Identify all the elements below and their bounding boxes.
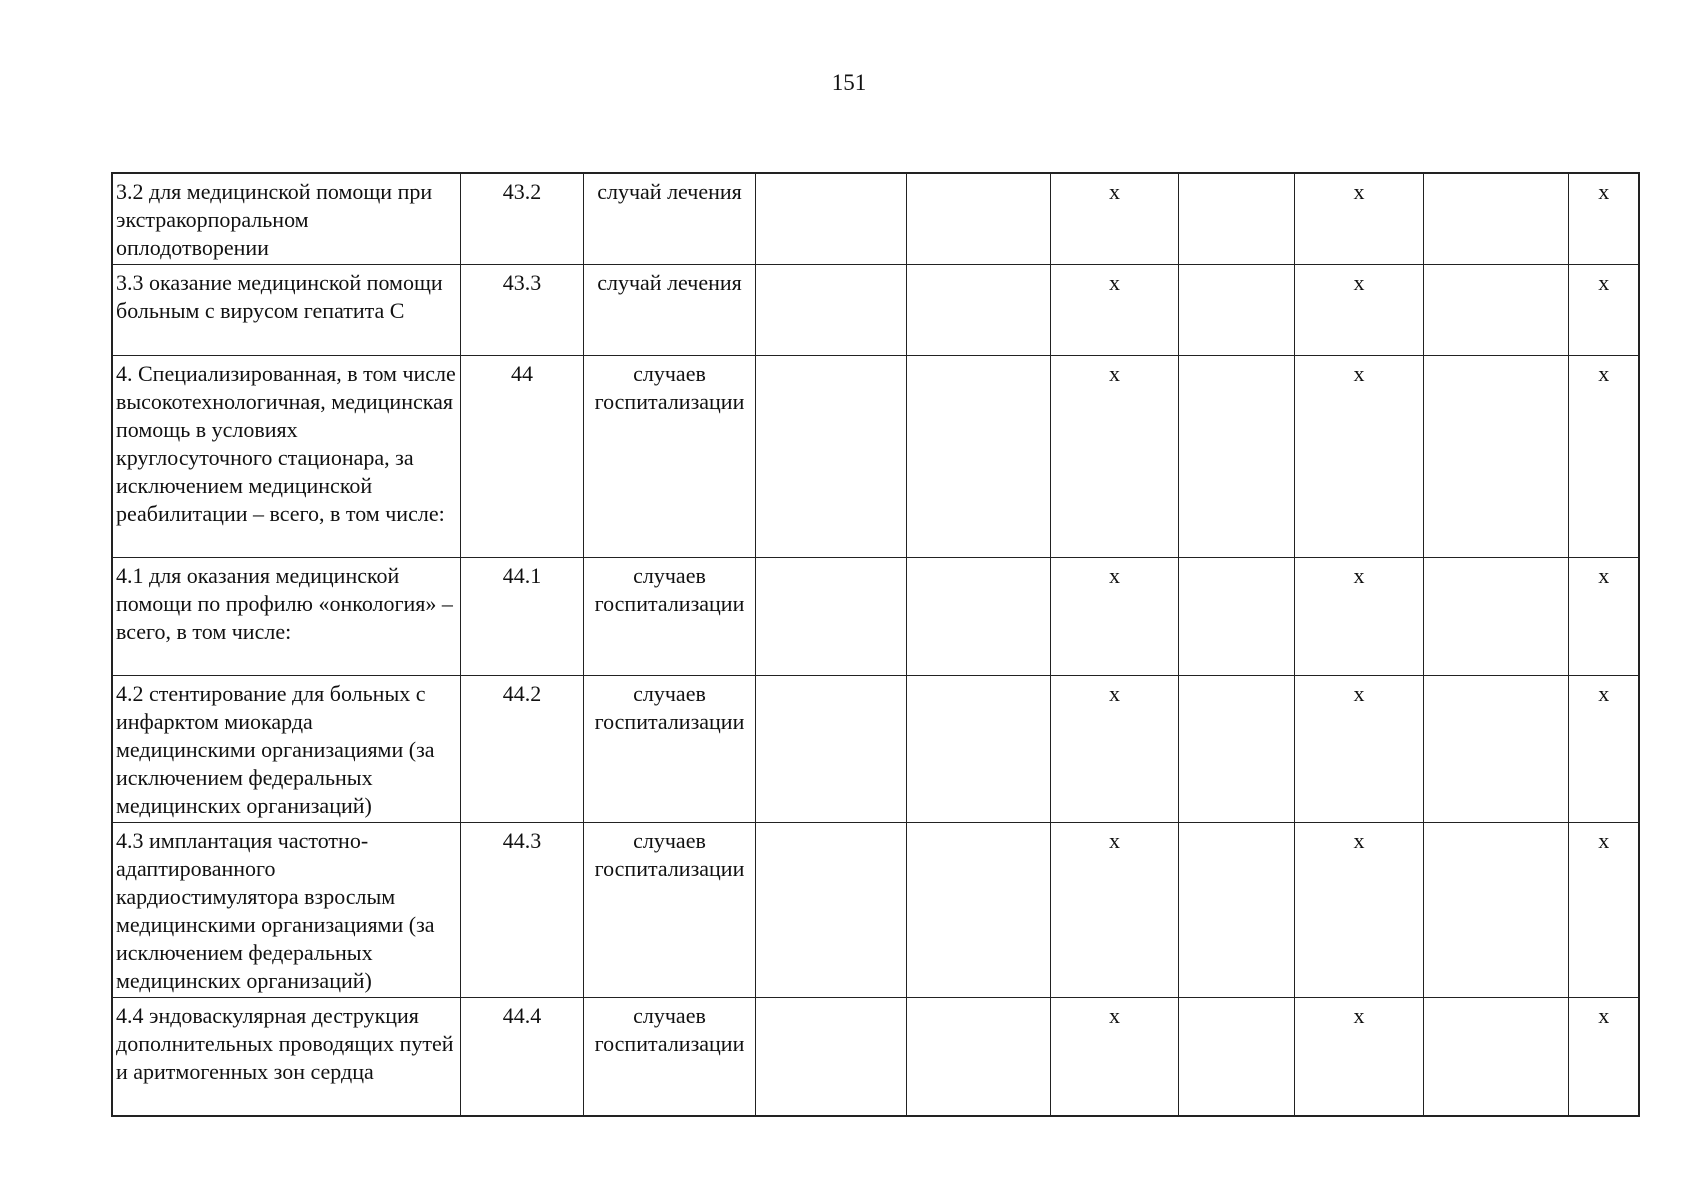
empty-cell	[1423, 265, 1568, 356]
table-row	[112, 265, 1639, 356]
row-unit-cell: случаев госпитализации	[583, 823, 755, 998]
mark-cell: х	[1294, 998, 1423, 1116]
empty-cell	[1178, 356, 1294, 558]
row-code-cell: 44.2	[460, 676, 583, 823]
empty-cell	[906, 173, 1050, 265]
mark-cell: х	[1294, 173, 1423, 265]
mark-cell: х	[1050, 558, 1178, 676]
empty-cell	[1178, 823, 1294, 998]
mark-cell: х	[1050, 998, 1178, 1116]
empty-cell	[906, 265, 1050, 356]
row-code-cell: 43.2	[460, 173, 583, 265]
empty-cell	[906, 356, 1050, 558]
mark-cell: х	[1568, 998, 1639, 1116]
volume-table	[111, 172, 1640, 1117]
page-number: 151	[831, 70, 867, 95]
empty-cell	[906, 676, 1050, 823]
mark-cell: х	[1050, 356, 1178, 558]
empty-cell	[1178, 676, 1294, 823]
table-row	[112, 823, 1639, 998]
empty-cell	[1178, 173, 1294, 265]
empty-cell	[1423, 676, 1568, 823]
mark-cell: х	[1294, 265, 1423, 356]
mark-cell: х	[1568, 356, 1639, 558]
mark-cell: х	[1294, 558, 1423, 676]
empty-cell	[1423, 823, 1568, 998]
table-row	[112, 998, 1639, 1116]
mark-cell: х	[1568, 173, 1639, 265]
row-unit-cell: случай лечения	[583, 265, 755, 356]
empty-cell	[906, 998, 1050, 1116]
empty-cell	[755, 356, 906, 558]
row-name-cell: 4. Специализированная, в том числе высокотехнологичная, медицинская помощь в условиях круглосуточного стационара, за исключением медицинской реабилитации – всего, в том числе:	[112, 356, 460, 558]
mark-cell: х	[1568, 265, 1639, 356]
mark-cell: х	[1050, 265, 1178, 356]
empty-cell	[755, 173, 906, 265]
table-row	[112, 356, 1639, 558]
empty-cell	[1423, 558, 1568, 676]
row-code-cell: 44	[460, 356, 583, 558]
empty-cell	[1178, 558, 1294, 676]
empty-cell	[1423, 356, 1568, 558]
row-unit-cell: случаев госпитализации	[583, 356, 755, 558]
empty-cell	[755, 823, 906, 998]
mark-cell: х	[1568, 676, 1639, 823]
mark-cell: х	[1050, 676, 1178, 823]
row-name-cell: 4.3 имплантация частотно-адаптированного кардиостимулятора взрослым медицинскими организациями (за исключением федеральных медицинских организаций)	[112, 823, 460, 998]
row-unit-cell: случай лечения	[583, 173, 755, 265]
row-name-cell: 4.1 для оказания медицинской помощи по профилю «онкология» – всего, в том числе:	[112, 558, 460, 676]
empty-cell	[755, 265, 906, 356]
row-unit-cell: случаев госпитализации	[583, 558, 755, 676]
row-code-cell: 44.1	[460, 558, 583, 676]
row-unit-cell: случаев госпитализации	[583, 998, 755, 1116]
row-code-cell: 43.3	[460, 265, 583, 356]
mark-cell: х	[1050, 823, 1178, 998]
table-row	[112, 558, 1639, 676]
empty-cell	[755, 676, 906, 823]
empty-cell	[1423, 173, 1568, 265]
table-row	[112, 173, 1639, 265]
row-name-cell: 4.4 эндоваскулярная деструкция дополнительных проводящих путей и аритмогенных зон сердца	[112, 998, 460, 1116]
row-name-cell: 3.2 для медицинской помощи при экстракорпоральном оплодотворении	[112, 173, 460, 265]
row-code-cell: 44.3	[460, 823, 583, 998]
row-code-cell: 44.4	[460, 998, 583, 1116]
mark-cell: х	[1568, 823, 1639, 998]
mark-cell: х	[1050, 173, 1178, 265]
table-row	[112, 676, 1639, 823]
row-name-cell: 3.3 оказание медицинской помощи больным с вирусом гепатита С	[112, 265, 460, 356]
mark-cell: х	[1294, 823, 1423, 998]
empty-cell	[906, 823, 1050, 998]
empty-cell	[755, 998, 906, 1116]
table-body	[112, 173, 1639, 1116]
row-name-cell: 4.2 стентирование для больных с инфарктом миокарда медицинскими организациями (за исключением федеральных медицинских организаций)	[112, 676, 460, 823]
mark-cell: х	[1568, 558, 1639, 676]
empty-cell	[906, 558, 1050, 676]
empty-cell	[1423, 998, 1568, 1116]
row-unit-cell: случаев госпитализации	[583, 676, 755, 823]
empty-cell	[755, 558, 906, 676]
mark-cell: х	[1294, 356, 1423, 558]
mark-cell: х	[1294, 676, 1423, 823]
empty-cell	[1178, 265, 1294, 356]
empty-cell	[1178, 998, 1294, 1116]
